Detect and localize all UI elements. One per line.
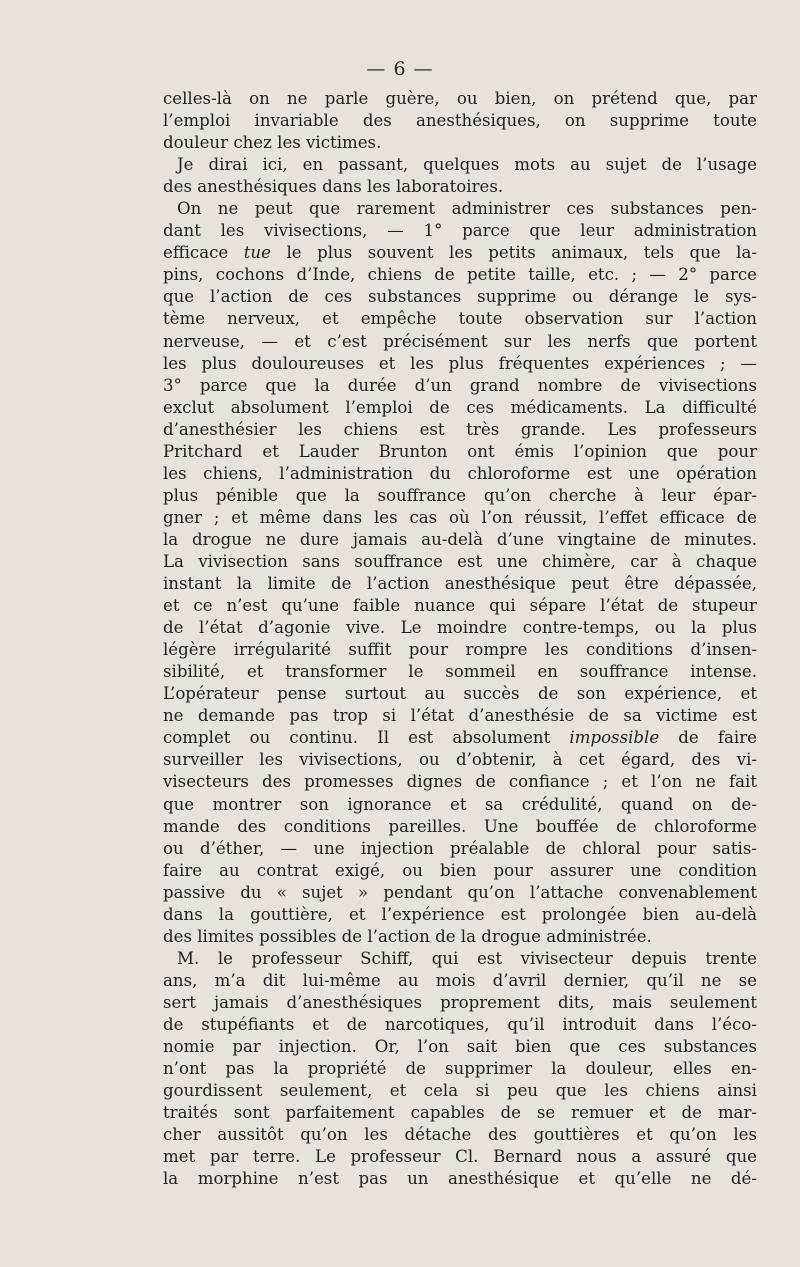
text-line: de stupéfiants et de narcotiques, qu’il introduit dans l’éco- (163, 1014, 757, 1034)
text-line: dans la gouttière, et l’expérience est prolongée bien au-delà (163, 904, 757, 924)
text-line: n’ont pas la propriété de supprimer la douleur, elles en- (163, 1059, 757, 1079)
text-line: cher aussitôt qu’on les détache des gouttières et qu’on les (163, 1125, 757, 1145)
text-line: d’anesthésier les chiens est très grande. Les professeurs (163, 419, 757, 439)
text-line: La vivisection sans souffrance est une chimère, car à chaque (163, 551, 757, 571)
text-line: On ne peut que rarement administrer ces substances pen- (177, 199, 757, 219)
text-line: légère irrégularité suffit pour rompre les conditions d’insen- (163, 640, 757, 660)
text-line: des anesthésiques dans les laboratoires. (163, 177, 504, 197)
body-text (163, 88, 757, 1190)
text-line: sibilité, et transformer le sommeil en souffrance intense. (163, 662, 757, 682)
text-line: L’opérateur pense surtout au succès de son expérience, et (163, 684, 757, 704)
text-line: gner ; et même dans les cas où l’on réussit, l’effet efficace de (163, 507, 757, 527)
text-line: 3° parce que la durée d’un grand nombre de vivisections (163, 375, 757, 395)
text-line: celles-là on ne parle guère, ou bien, on prétend que, par (163, 89, 757, 108)
text-line: ou d’éther, — une injection préalable de chloral pour satis- (163, 838, 757, 858)
text-line: complet ou continu. Il est absolument impossible de faire (163, 728, 757, 748)
text-line: douleur chez les victimes. (163, 133, 382, 153)
text-line: ne demande pas trop si l’état d’anesthésie de sa victime est (163, 706, 757, 726)
text-line: gourdissent seulement, et cela si peu que les chiens ainsi (163, 1081, 757, 1101)
text-line: nomie par injection. Or, l’on sait bien que ces substances (163, 1037, 757, 1057)
page-number: — 6 — (366, 58, 434, 80)
text-line: que l’action de ces substances supprime ou dérange le sys- (163, 287, 757, 307)
text-line: passive du « sujet » pendant qu’on l’attache convenablement (163, 882, 757, 902)
text-line: et ce n’est qu’une faible nuance qui sépare l’état de stupeur (163, 596, 757, 616)
text-line: Je dirai ici, en passant, quelques mots au sujet de l’usage (177, 155, 757, 175)
text-line: M. le professeur Schiff, qui est vivisecteur depuis trente (177, 948, 757, 968)
text-line: nerveuse, — et c’est précisément sur les nerfs que portent (163, 331, 757, 351)
text-line: que montrer son ignorance et sa crédulité, quand on de- (163, 794, 757, 814)
text-line: met par terre. Le professeur Cl. Bernard nous a assuré que (163, 1147, 757, 1167)
text-line: tème nerveux, et empêche toute observation sur l’action (163, 309, 757, 329)
text-line: de l’état d’agonie vive. Le moindre contre-temps, ou la plus (163, 618, 757, 638)
text-line: pins, cochons d’Inde, chiens de petite taille, etc. ; — 2° parce (163, 265, 757, 285)
text-line: surveiller les vivisections, ou d’obtenir, à cet égard, des vi- (163, 750, 757, 770)
text-line: plus pénible que la souffrance qu’on cherche à leur épar- (163, 485, 757, 505)
text-line: mande des conditions pareilles. Une bouffée de chloroforme (163, 816, 757, 836)
text-line: la drogue ne dure jamais au-delà d’une vingtaine de minutes. (163, 529, 757, 549)
text-line: faire au contrat exigé, ou bien pour assurer une condition (163, 860, 757, 880)
text-line: visecteurs des promesses dignes de confiance ; et l’on ne fait (163, 772, 757, 792)
text-line: des limites possibles de l’action de la drogue administrée. (163, 926, 652, 946)
text-line: la morphine n’est pas un anesthésique et qu’elle ne dé- (163, 1169, 757, 1189)
text-line: Pritchard et Lauder Brunton ont émis l’opinion que pour (163, 441, 757, 461)
text-line: ans, m’a dit lui-même au mois d’avril dernier, qu’il ne se (163, 970, 757, 990)
text-line: exclut absolument l’emploi de ces médicaments. La difficulté (163, 397, 757, 417)
text-line: sert jamais d’anesthésiques proprement dits, mais seulement (163, 992, 757, 1012)
text-line: efficace tue le plus souvent les petits animaux, tels que la- (163, 243, 757, 263)
text-line: traités sont parfaitement capables de se remuer et de mar- (163, 1103, 757, 1123)
text-line: instant la limite de l’action anesthésique peut être dépassée, (163, 574, 757, 594)
text-line: l’emploi invariable des anesthésiques, on supprime toute (163, 111, 757, 131)
text-line: dant les vivisections, — 1° parce que leur administration (163, 221, 757, 241)
text-line: les chiens, l’administration du chloroforme est une opération (163, 463, 757, 483)
text-line: les plus douloureuses et les plus fréquentes expériences ; — (163, 353, 757, 373)
